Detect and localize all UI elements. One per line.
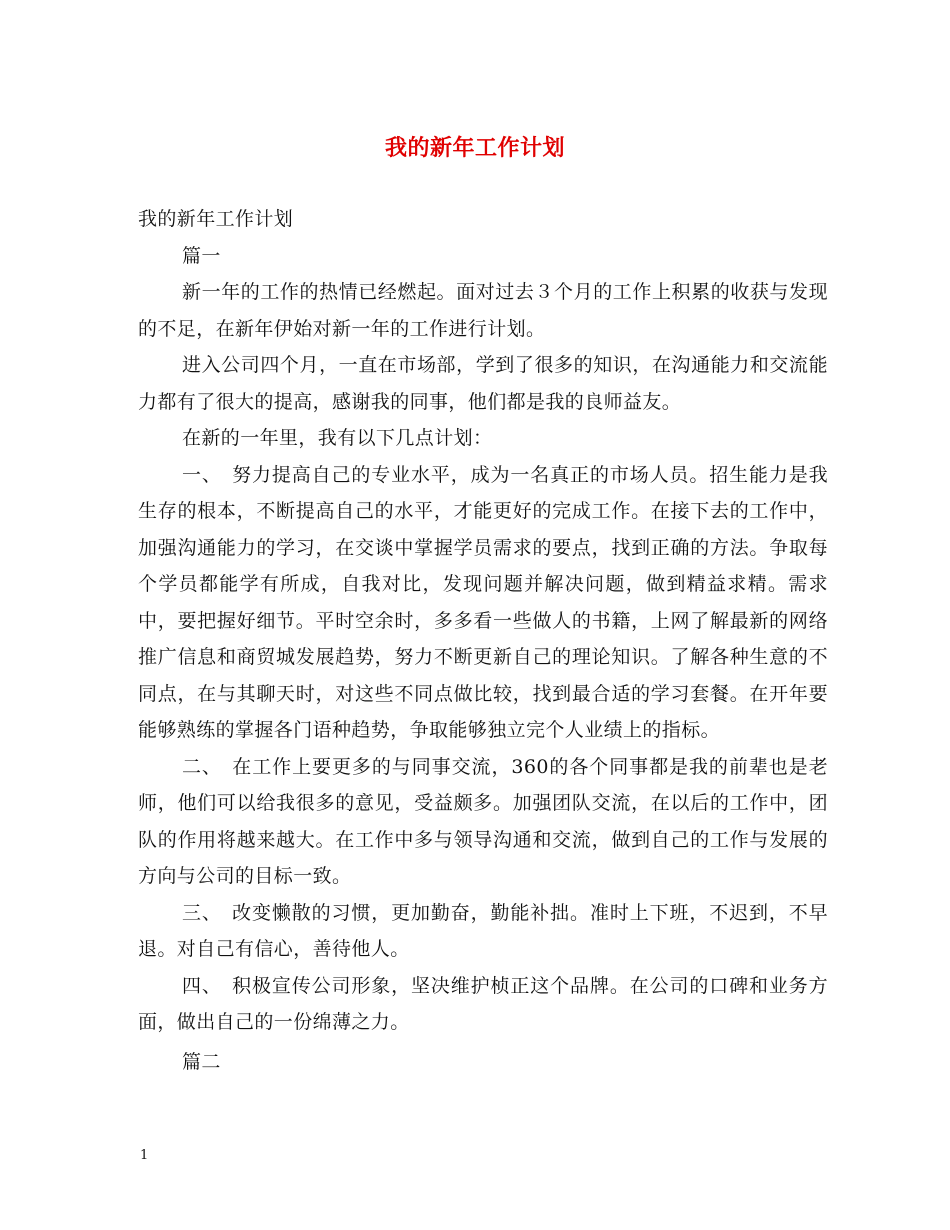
page-number: 1 bbox=[140, 1148, 149, 1163]
paragraph-plan-item-2: 二、 在工作上要更多的与同事交流，360的各个同事都是我的前辈也是老师，他们可以给我很多的意见，受益颇多。加强团队交流，在以后的工作中，团队的作用将越来越大。在工作中多与领导沟通和交流，做到自己的工作与发展的方向与公司的目标一致。 bbox=[138, 755, 828, 887]
body-heading: 我的新年工作计划 bbox=[138, 208, 294, 230]
section-label-part-one: 篇一 bbox=[182, 244, 221, 267]
paragraph-plan-item-4: 四、 积极宣传公司形象，坚决维护桢正这个品牌。在公司的口碑和业务方面，做出自己的一份绵薄之力。 bbox=[138, 974, 828, 1033]
paragraph-company: 进入公司四个月，一直在市场部，学到了很多的知识，在沟通能力和交流能力都有了很大的提高，感谢我的同事，他们都是我的良师益友。 bbox=[138, 354, 828, 413]
paragraph-plan-lead: 在新的一年里，我有以下几点计划： bbox=[182, 427, 493, 449]
document-body bbox=[138, 201, 828, 1080]
paragraph-intro: 新一年的工作的热情已经燃起。面对过去３个月的工作上积累的收获与发现的不足，在新年伊始对新一年的工作进行计划。 bbox=[138, 281, 828, 340]
section-label-part-two: 篇二 bbox=[182, 1050, 221, 1073]
paragraph-plan-item-1: 一、 努力提高自己的专业水平，成为一名真正的市场人员。招生能力是我生存的根本，不断提高自己的水平，才能更好的完成工作。在接下去的工作中，加强沟通能力的学习，在交谈中掌握学员需求的要点，找到正确的方法。争取每个学员都能学有所成，自我对比，发现问题并解决问题，做到精益求精。需求中，要把握好细节。平时空余时，多多看一些做人的书籍，上网了解最新的网络推广信息和商贸城发展趋势，努力不断更新自己的理论知识。了解各种生意的不同点，在与其聊天时，对这些不同点做比较，找到最合适的学习套餐。在开年要能够熟练的掌握各门语种趋势，争取能够独立完个人业绩上的指标。 bbox=[138, 463, 828, 741]
paragraph-plan-item-3: 三、 改变懒散的习惯，更加勤奋，勤能补拙。准时上下班，不迟到，不早退。对自己有信心，善待他人。 bbox=[138, 901, 828, 960]
document-title: 我的新年工作计划 bbox=[384, 135, 565, 161]
